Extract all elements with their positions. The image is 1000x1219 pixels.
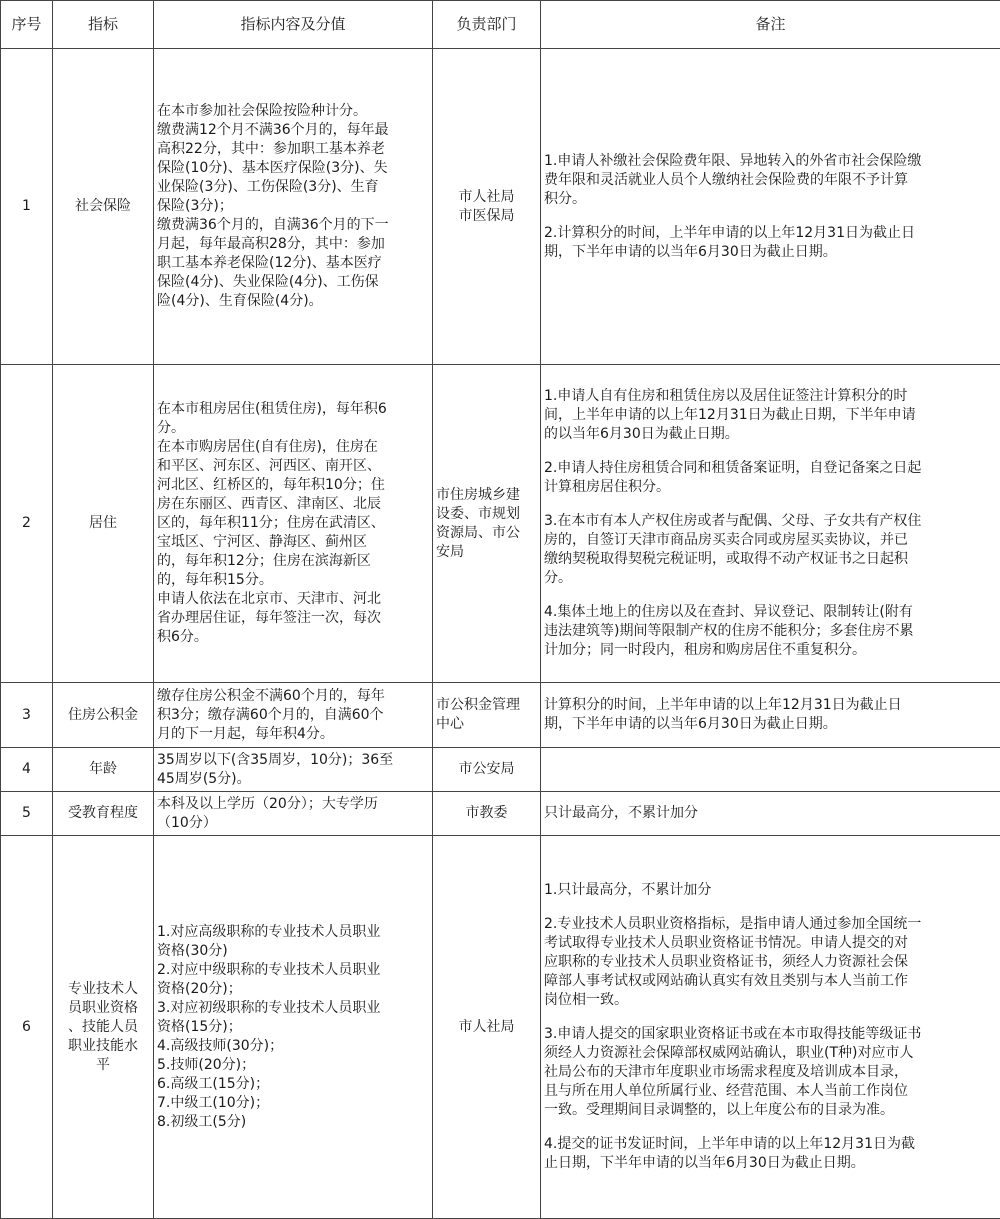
row-indicator — [53, 836, 154, 1219]
row-content — [154, 365, 433, 683]
note-line: 积分。 — [544, 190, 997, 209]
content-line: 的，每年积12分；住房在滨海新区 — [157, 552, 429, 571]
dept-line: 资源局、市公 — [436, 524, 537, 543]
note-paragraph — [544, 696, 997, 734]
row-content — [154, 683, 433, 748]
row-dept — [433, 365, 541, 683]
content-line: 的，每年积15分。 — [157, 571, 429, 590]
dept-line: 市住房城乡建 — [436, 486, 537, 505]
indicator-line: 、技能人员 — [58, 1018, 148, 1037]
note-line: 的以当年6月30日为截止日期。 — [544, 425, 997, 444]
row-indicator: 住房公积金 — [53, 683, 154, 748]
row-indicator: 年龄 — [53, 748, 154, 792]
dept-line: 设委、市规划 — [436, 505, 537, 524]
row-note — [541, 49, 1000, 365]
content-line: 7.中级工(10分)； — [157, 1094, 429, 1113]
content-line: 缴费满12个月不满36个月的，每年最 — [157, 121, 429, 140]
note-line: 考试取得专业技术人员职业资格证书情况。申请人提交的对 — [544, 934, 997, 953]
dept-line: 中心 — [436, 715, 537, 734]
content-line: 缴费满36个月的，自满36个月的下一 — [157, 216, 429, 235]
note-paragraph — [544, 915, 997, 1010]
note-line: 房的，自签订天津市商品房买卖合同或房屋买卖协议，并已 — [544, 531, 997, 550]
content-line: 申请人依法在北京市、天津市、河北 — [157, 590, 429, 609]
note-line: 2.申请人持住房租赁合同和租赁备案证明，自登记备案之日起 — [544, 459, 997, 478]
row-content — [154, 748, 433, 792]
note-line: 违法建筑等)期间等限制产权的住房不能积分；多套住房不累 — [544, 622, 997, 641]
content-line: 保险(4分)、失业保险(4分)、工伤保 — [157, 273, 429, 292]
row-no: 4 — [1, 748, 53, 792]
note-line: 1.只计最高分，不累计加分 — [544, 881, 997, 900]
note-paragraph — [544, 152, 997, 209]
row-note — [541, 836, 1000, 1219]
note-line: 间，上半年申请的以上年12月31日为截止日期，下半年申请 — [544, 406, 997, 425]
content-line: 月的下一月起，每年积4分。 — [157, 725, 429, 744]
content-line: 本科及以上学历（20分）；大专学历 — [157, 795, 429, 814]
note-line: 应职称的专业技术人员职业资格证书，须经人力资源社会保 — [544, 953, 997, 972]
note-line: 计加分；同一时段内，租房和购房居住不重复积分。 — [544, 641, 997, 660]
table-row — [1, 49, 1000, 365]
row-no: 5 — [1, 792, 53, 836]
content-line: 35周岁以下(含35周岁，10分)；36至 — [157, 751, 429, 770]
note-paragraph — [544, 459, 997, 497]
row-note — [541, 748, 1000, 792]
content-line: （10分） — [157, 814, 429, 833]
note-line: 1.申请人补缴社会保险费年限、异地转入的外省市社会保险缴 — [544, 152, 997, 171]
dept-line: 市教委 — [436, 804, 537, 823]
row-no: 2 — [1, 365, 53, 683]
note-paragraph — [544, 603, 997, 660]
row-no: 3 — [1, 683, 53, 748]
content-line: 资格(20分)； — [157, 980, 429, 999]
content-line: 和平区、河东区、河西区、南开区、 — [157, 457, 429, 476]
header-content: 指标内容及分值 — [154, 1, 433, 49]
indicator-multiline — [58, 980, 148, 1075]
content-line: 房在东丽区、西青区、津南区、北辰 — [157, 495, 429, 514]
row-indicator: 受教育程度 — [53, 792, 154, 836]
content-line: 4.高级技师(30分)； — [157, 1037, 429, 1056]
row-indicator: 居住 — [53, 365, 154, 683]
dept-line: 市公安局 — [436, 760, 537, 779]
indicator-line: 职业技能水 — [58, 1037, 148, 1056]
content-line: 3.对应初级职称的专业技术人员职业 — [157, 999, 429, 1018]
header-dept: 负责部门 — [433, 1, 541, 49]
note-line: 障部人事考试权或网站确认真实有效且类别与本人当前工作 — [544, 972, 997, 991]
note-line: 3.申请人提交的国家职业资格证书或在本市取得技能等级证书 — [544, 1025, 997, 1044]
note-line: 只计最高分，不累计加分 — [544, 804, 997, 823]
note-paragraph — [544, 1135, 997, 1173]
table-row — [1, 792, 1000, 836]
row-dept — [433, 792, 541, 836]
table-row — [1, 748, 1000, 792]
content-line: 保险(3分)； — [157, 197, 429, 216]
header-no: 序号 — [1, 1, 53, 49]
content-line: 1.对应高级职称的专业技术人员职业 — [157, 923, 429, 942]
note-paragraph — [544, 1025, 997, 1120]
note-line: 岗位相一致。 — [544, 991, 997, 1010]
content-line: 高积22分，其中：参加职工基本养老 — [157, 140, 429, 159]
content-line: 省办理居住证，每年签注一次，每次 — [157, 609, 429, 628]
content-line: 职工基本养老保险(12分)、基本医疗 — [157, 254, 429, 273]
content-line: 保险(10分)、基本医疗保险(3分)、失 — [157, 159, 429, 178]
note-line: 社局公布的天津市年度职业市场需求程度及培训成本目录， — [544, 1063, 997, 1082]
content-line: 业保险(3分)、工伤保险(3分)、生育 — [157, 178, 429, 197]
note-paragraph — [544, 512, 997, 588]
dept-line: 市医保局 — [436, 207, 537, 226]
row-content — [154, 792, 433, 836]
table-row — [1, 683, 1000, 748]
row-no: 1 — [1, 49, 53, 365]
note-line: 计算租房居住积分。 — [544, 478, 997, 497]
row-content — [154, 49, 433, 365]
row-dept — [433, 836, 541, 1219]
row-note — [541, 365, 1000, 683]
header-indicator: 指标 — [53, 1, 154, 49]
note-line: 止日期，下半年申请的以当年6月30日为截止日期。 — [544, 1154, 997, 1173]
note-paragraph — [544, 224, 997, 262]
indicator-line: 员职业资格 — [58, 999, 148, 1018]
note-line: 分。 — [544, 569, 997, 588]
note-line: 计算积分的时间，上半年申请的以上年12月31日为截止日 — [544, 696, 997, 715]
content-line: 资格(15分)； — [157, 1018, 429, 1037]
note-line: 须经人力资源社会保障部权威网站确认，职业(T种)对应市人 — [544, 1044, 997, 1063]
note-line: 3.在本市有本人产权住房或者与配偶、父母、子女共有产权住 — [544, 512, 997, 531]
note-line: 期，下半年申请的以当年6月30日为截止日期。 — [544, 243, 997, 262]
row-dept — [433, 683, 541, 748]
note-line: 2.计算积分的时间，上半年申请的以上年12月31日为截止日 — [544, 224, 997, 243]
content-line: 5.技师(20分)； — [157, 1056, 429, 1075]
row-dept — [433, 748, 541, 792]
indicator-line: 专业技术人 — [58, 980, 148, 999]
header-note: 备注 — [541, 1, 1000, 49]
note-line: 4.提交的证书发证时间，上半年申请的以上年12月31日为截 — [544, 1135, 997, 1154]
row-dept — [433, 49, 541, 365]
dept-line: 市人社局 — [436, 188, 537, 207]
note-paragraph — [544, 881, 997, 900]
content-line: 在本市参加社会保险按险种计分。 — [157, 102, 429, 121]
content-line: 月起，每年最高积28分，其中：参加 — [157, 235, 429, 254]
note-line: 一致。受理期间目录调整的，以上年度公布的目录为准。 — [544, 1101, 997, 1120]
note-line: 2.专业技术人员职业资格指标，是指申请人通过参加全国统一 — [544, 915, 997, 934]
row-note — [541, 792, 1000, 836]
content-line: 在本市购房居住(自有住房)，住房在 — [157, 438, 429, 457]
content-line: 45周岁(5分)。 — [157, 770, 429, 789]
note-line: 缴纳契税取得契税完税证明，或取得不动产权证书之日起积 — [544, 550, 997, 569]
note-line: 期，下半年申请的以当年6月30日为截止日期。 — [544, 715, 997, 734]
content-line: 宝坻区、宁河区、静海区、蓟州区 — [157, 533, 429, 552]
dept-line: 安局 — [436, 543, 537, 562]
note-line: 1.申请人自有住房和租赁住房以及居住证签注计算积分的时 — [544, 387, 997, 406]
note-paragraph — [544, 387, 997, 444]
content-line: 险(4分)、生育保险(4分)。 — [157, 292, 429, 311]
row-note — [541, 683, 1000, 748]
content-line: 积3分；缴存满60个月的，自满60个 — [157, 706, 429, 725]
note-line: 4.集体土地上的住房以及在查封、异议登记、限制转让(附有 — [544, 603, 997, 622]
table-row — [1, 365, 1000, 683]
content-line: 在本市租房居住(租赁住房)，每年积6 — [157, 400, 429, 419]
dept-line: 市公积金管理 — [436, 696, 537, 715]
content-line: 分。 — [157, 419, 429, 438]
row-no: 6 — [1, 836, 53, 1219]
dept-line: 市人社局 — [436, 1018, 537, 1037]
content-line: 积6分。 — [157, 628, 429, 647]
indicator-line: 平 — [58, 1056, 148, 1075]
table-row — [1, 836, 1000, 1219]
content-line: 缴存住房公积金不满60个月的，每年 — [157, 687, 429, 706]
content-line: 河北区、红桥区的，每年积10分；住 — [157, 476, 429, 495]
row-content — [154, 836, 433, 1219]
note-line: 费年限和灵活就业人员个人缴纳社会保险费的年限不予计算 — [544, 171, 997, 190]
content-line: 6.高级工(15分)； — [157, 1075, 429, 1094]
header-row — [1, 1, 1000, 49]
row-indicator: 社会保险 — [53, 49, 154, 365]
content-line: 资格(30分) — [157, 942, 429, 961]
content-line: 区的，每年积11分；住房在武清区、 — [157, 514, 429, 533]
note-line: 且与所在用人单位所属行业、经营范围、本人当前工作岗位 — [544, 1082, 997, 1101]
content-line: 2.对应中级职称的专业技术人员职业 — [157, 961, 429, 980]
content-line: 8.初级工(5分) — [157, 1113, 429, 1132]
